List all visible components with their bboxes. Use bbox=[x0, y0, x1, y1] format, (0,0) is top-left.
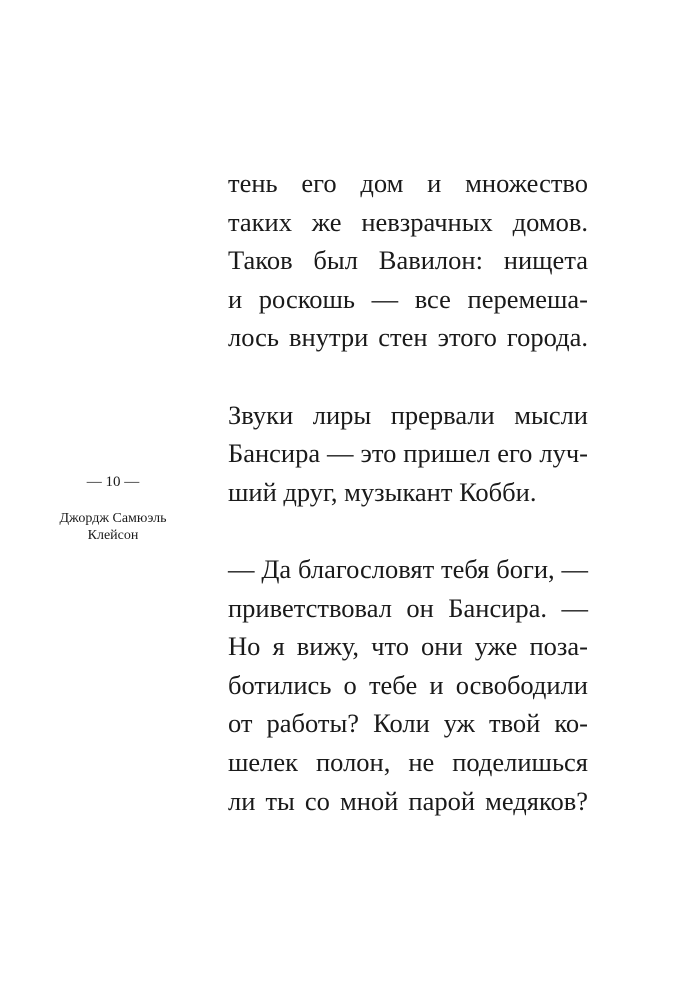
text-line: от работы? Коли уж твой ко- bbox=[228, 708, 588, 739]
text-line: — Да благословят тебя боги, — bbox=[228, 553, 588, 584]
text-line: ли ты со мной парой медяков? bbox=[228, 785, 588, 816]
text-line: Но я вижу, что они уже поза- bbox=[228, 631, 588, 662]
text-line: ший друг, музыкант Кобби. bbox=[228, 476, 537, 507]
author-name-line: Джордж Самюэль bbox=[59, 511, 167, 526]
text-line: тень его дом и множество bbox=[228, 168, 588, 198]
text-line: шелек полон, не поделишься bbox=[228, 746, 588, 777]
text-line: Бансира — это пришел его луч- bbox=[228, 438, 588, 469]
running-header-author bbox=[40, 510, 186, 544]
text-line: Звуки лиры прервали мысли bbox=[228, 399, 588, 430]
body-text bbox=[228, 164, 588, 859]
text-line: приветствовал он Бансира. — bbox=[228, 592, 588, 623]
paragraph bbox=[228, 396, 588, 512]
text-line: и роскошь — все перемеша- bbox=[228, 283, 588, 314]
author-name-line: Клейсон bbox=[87, 528, 139, 543]
text-line: таких же невзрачных домов. bbox=[228, 206, 588, 237]
paragraph bbox=[228, 164, 588, 357]
page-number: — 10 — bbox=[86, 474, 140, 490]
text-line: Таков был Вавилон: нищета bbox=[228, 245, 588, 276]
paragraph bbox=[228, 550, 588, 820]
text-line: лось внутри стен этого города. bbox=[228, 322, 588, 353]
text-line: ботились о тебе и освободили bbox=[228, 669, 588, 700]
